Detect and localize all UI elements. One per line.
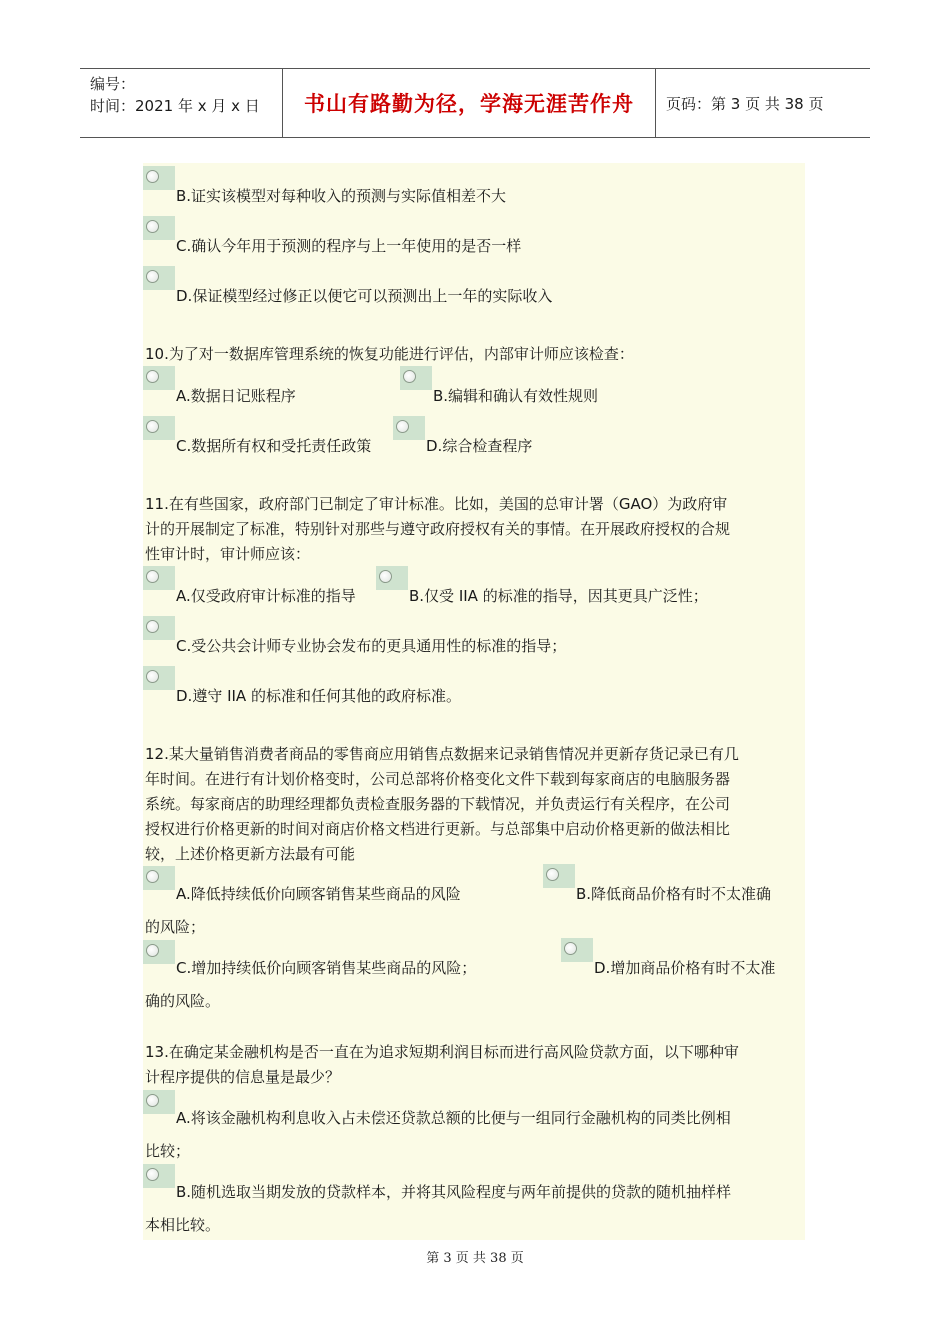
q12-option-d-line1: D.增加商品价格有时不太准 <box>594 959 776 977</box>
radio-q11-c[interactable] <box>143 616 175 640</box>
radio-circle-icon <box>146 370 159 383</box>
q12-stem-line3: 系统。每家商店的助理经理都负责检查服务器的下载情况，并负责运行有关程序，在公司 <box>145 795 731 813</box>
radio-circle-icon <box>146 170 159 183</box>
radio-q11-d[interactable] <box>143 666 175 690</box>
radio-q12-b[interactable] <box>543 864 575 888</box>
q9-option-b: B.证实该模型对每种收入的预测与实际值相差不大 <box>176 187 507 205</box>
q12-stem-line1: 12.某大量销售消费者商品的零售商应用销售点数据来记录销售情况并更新存货记录已有几 <box>145 745 739 763</box>
radio-q9-b[interactable] <box>143 166 175 190</box>
q12-option-d-line2: 确的风险。 <box>145 992 221 1010</box>
radio-circle-icon <box>146 944 159 957</box>
radio-circle-icon <box>146 220 159 233</box>
q13-stem-line2: 计程序提供的信息量是最少？ <box>145 1068 341 1086</box>
radio-q9-d[interactable] <box>143 266 175 290</box>
radio-circle-icon <box>146 1168 159 1181</box>
page-header <box>80 68 870 138</box>
q12-option-a: A.降低持续低价向顾客销售某些商品的风险 <box>176 885 461 903</box>
radio-q9-c[interactable] <box>143 216 175 240</box>
q10-option-b: B.编辑和确认有效性规则 <box>433 387 599 405</box>
q13-option-b-line1: B.随机选取当期发放的贷款样本，并将其风险程度与两年前提供的贷款的随机抽样样 <box>176 1183 732 1201</box>
radio-circle-icon <box>546 868 559 881</box>
header-meta <box>80 69 282 137</box>
q11-stem-line2: 计的开展制定了标准，特别针对那些与遵守政府授权有关的事情。在开展政府授权的合规 <box>145 520 731 538</box>
q13-option-a-line1: A.将该金融机构利息收入占未偿还贷款总额的比便与一组同行金融机构的同类比例相 <box>176 1109 731 1127</box>
header-page-number: 页码：第 3 页 共 38 页 <box>666 94 824 113</box>
radio-q13-a[interactable] <box>143 1090 175 1114</box>
radio-q12-a[interactable] <box>143 866 175 890</box>
document-date-label: 时间：2021 年 x 月 x 日 <box>90 97 260 115</box>
radio-q12-d[interactable] <box>561 938 593 962</box>
header-motto: 书山有路勤为径，学海无涯苦作舟 <box>282 69 656 137</box>
radio-circle-icon <box>146 570 159 583</box>
q9-option-c: C.确认今年用于预测的程序与上一年使用的是否一样 <box>176 237 522 255</box>
radio-q11-a[interactable] <box>143 566 175 590</box>
radio-q13-b[interactable] <box>143 1164 175 1188</box>
radio-q10-b[interactable] <box>400 366 432 390</box>
radio-circle-icon <box>146 870 159 883</box>
radio-q10-c[interactable] <box>143 416 175 440</box>
radio-circle-icon <box>396 420 409 433</box>
radio-circle-icon <box>146 1094 159 1107</box>
q12-option-b-line1: B.降低商品价格有时不太准确 <box>576 885 772 903</box>
q12-option-b-line2: 的风险； <box>145 918 206 936</box>
radio-circle-icon <box>146 620 159 633</box>
radio-circle-icon <box>146 270 159 283</box>
document-number-label: 编号： <box>90 75 136 93</box>
q10-option-c: C.数据所有权和受托责任政策 <box>176 437 372 455</box>
q11-option-c: C.受公共会计师专业协会发布的更具通用性的标准的指导； <box>176 637 567 655</box>
radio-q10-d[interactable] <box>393 416 425 440</box>
radio-q10-a[interactable] <box>143 366 175 390</box>
page-footer: 第 3 页 共 38 页 <box>426 1251 524 1266</box>
radio-q12-c[interactable] <box>143 940 175 964</box>
radio-circle-icon <box>146 420 159 433</box>
radio-circle-icon <box>146 670 159 683</box>
q12-stem-line2: 年时间。在进行有计划价格变时，公司总部将价格变化文件下载到每家商店的电脑服务器 <box>145 770 731 788</box>
radio-q11-b[interactable] <box>376 566 408 590</box>
q12-stem-line4: 授权进行价格更新的时间对商店价格文档进行更新。与总部集中启动价格更新的做法相比 <box>145 820 731 838</box>
q10-stem: 10.为了对一数据库管理系统的恢复功能进行评估，内部审计师应该检查： <box>145 345 634 363</box>
radio-circle-icon <box>564 942 577 955</box>
radio-circle-icon <box>403 370 416 383</box>
q13-option-a-line2: 比较； <box>145 1142 191 1160</box>
q12-stem-line5: 较，上述价格更新方法最有可能 <box>145 845 356 863</box>
q13-stem-line1: 13.在确定某金融机构是否一直在为追求短期利润目标而进行高风险贷款方面，以下哪种审 <box>145 1043 739 1061</box>
q11-option-b: B.仅受 IIA 的标准的指导，因其更具广泛性； <box>409 587 708 605</box>
q12-option-c: C.增加持续低价向顾客销售某些商品的风险； <box>176 959 477 977</box>
q11-stem-line1: 11.在有些国家，政府部门已制定了审计标准。比如，美国的总审计署（GAO）为政府审 <box>145 495 728 513</box>
q11-stem-line3: 性审计时，审计师应该： <box>145 545 311 563</box>
q9-option-d: D.保证模型经过修正以便它可以预测出上一年的实际收入 <box>176 287 553 305</box>
q10-option-d: D.综合检查程序 <box>426 437 533 455</box>
q10-option-a: A.数据日记账程序 <box>176 387 296 405</box>
q11-option-d: D.遵守 IIA 的标准和任何其他的政府标准。 <box>176 687 461 705</box>
radio-circle-icon <box>379 570 392 583</box>
q11-option-a: A.仅受政府审计标准的指导 <box>176 587 356 605</box>
q13-option-b-line2: 本相比较。 <box>145 1216 221 1234</box>
